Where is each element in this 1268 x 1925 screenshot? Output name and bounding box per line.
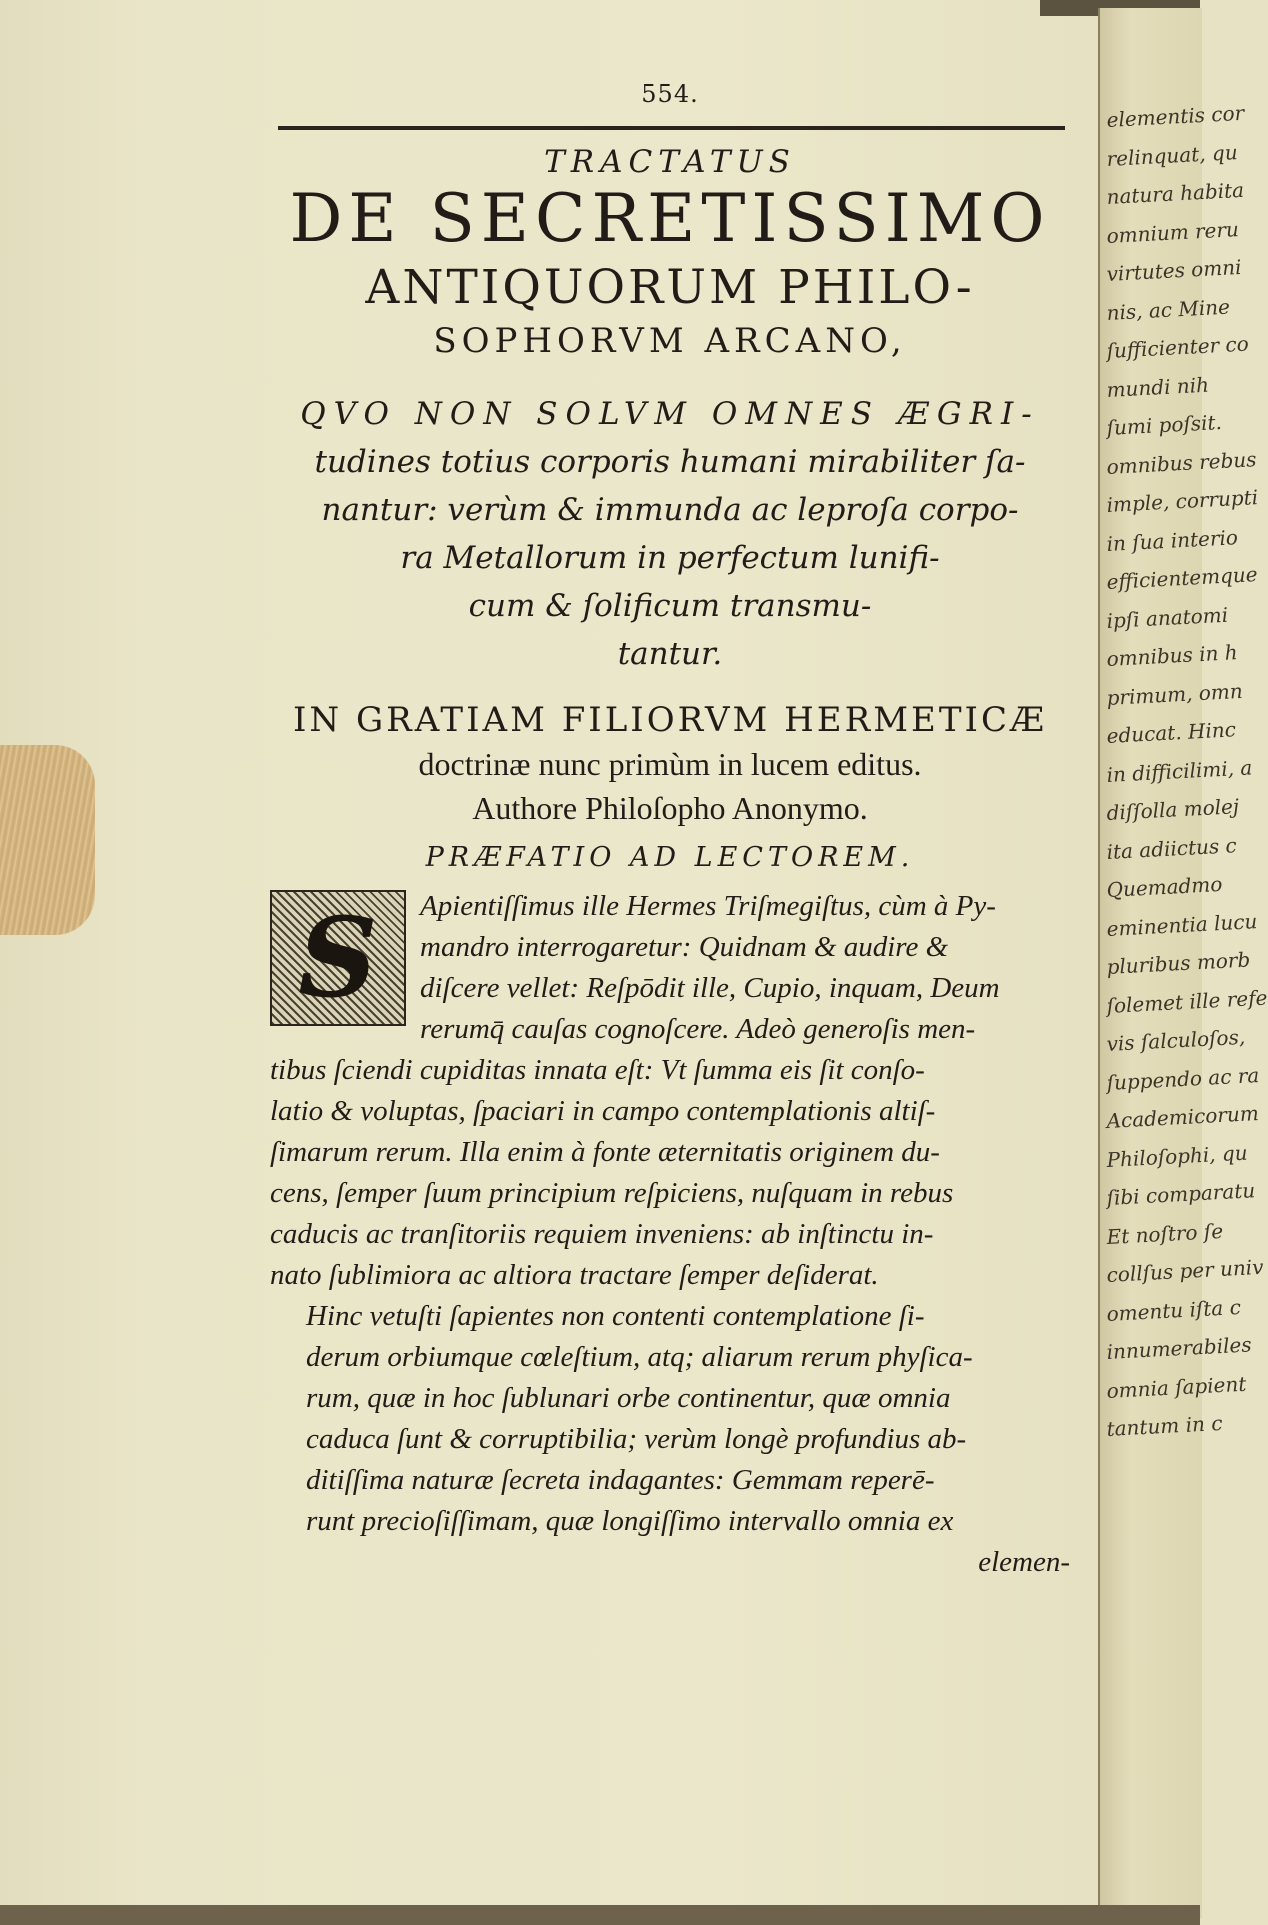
text-line: runt precioſiſſimam, quæ longiſſimo intervallo omnia ex (306, 1505, 954, 1537)
text-line: latio & voluptas, ſpaciari in campo contemplationis altiſ- (270, 1095, 936, 1127)
facing-page-line: eminentia lucu (1106, 908, 1258, 941)
text-line: cens, ſemper ſuum principium reſpiciens, nuſquam in rebus (270, 1177, 954, 1209)
title-tractatus: TRACTATUS (544, 144, 796, 180)
facing-page-line: vis ſalculoſos, (1106, 1024, 1246, 1056)
paragraph-2 (270, 1296, 1070, 1542)
book-page (270, 80, 1070, 1583)
catchword: elemen- (978, 1546, 1070, 1578)
facing-page-line: ſolemet ille refe (1106, 985, 1268, 1018)
text-line: Hinc vetuſti ſapientes non contenti contemplatione ſi- (306, 1300, 925, 1332)
facing-page-line: collſus per univ (1106, 1254, 1264, 1287)
dedication-line-2: doctrinæ nunc primùm in lucem editus. (418, 746, 922, 782)
facing-page-line: mundi nih (1106, 372, 1210, 402)
page-weight-object (0, 745, 95, 935)
facing-page-line: Quemadmo (1106, 871, 1223, 902)
text-line: derum orbiumque cœleſtium, atq; aliarum rerum phyſica- (306, 1341, 973, 1373)
text-line: mandro interrogaretur: Quidnam & audire & (420, 931, 949, 963)
text-line: caduca ſunt & corruptibilia; verùm longè profundius ab- (306, 1423, 967, 1455)
facing-page-line: innumerabiles (1106, 1332, 1253, 1364)
facing-page-line: ſufficienter co (1106, 331, 1250, 363)
title-line-1: DE SECRETISSIMO (289, 180, 1051, 257)
ornamental-drop-cap (270, 890, 406, 1026)
subtitle-line: ra Metallorum in perfectum lunifi- (400, 540, 940, 576)
subtitle-line: QVO NON SOLVM OMNES ÆGRI- (300, 396, 1040, 432)
facing-page (1098, 8, 1268, 1918)
drop-cap-letter: S (298, 893, 378, 1022)
subtitle-line: cum & ſolificum transmu- (468, 588, 872, 624)
facing-page-line: omnia ſapient (1106, 1371, 1247, 1403)
facing-page-line: nis, ac Mine (1106, 294, 1231, 325)
title-line-2: ANTIQUORUM PHILO- (365, 260, 975, 315)
facing-page-line: elementis cor (1106, 100, 1245, 132)
facing-page-line: virtutes omni (1106, 254, 1243, 286)
facing-page-line: natura habita (1106, 177, 1245, 209)
facing-page-line: primum, omn (1106, 678, 1244, 710)
facing-page-line: diſſolla molej (1106, 794, 1240, 825)
facing-page-line: ſibi comparatu (1106, 1178, 1256, 1210)
text-line: Apientiſſimus ille Hermes Triſmegiſtus, cùm à Py- (420, 890, 996, 922)
text-line: nato ſublimiora ac altiora tractare ſemper deſiderat. (270, 1259, 879, 1291)
facing-page-line: ſumi poſsit. (1106, 409, 1223, 440)
facing-page-line: educat. Hinc (1106, 717, 1237, 748)
title-line-3: SOPHORVM ARCANO, (433, 321, 907, 361)
subtitle-line: tantur. (617, 636, 723, 672)
facing-page-line: in difficilimi, a (1106, 754, 1253, 787)
text-line: tibus ſciendi cupiditas innata eſt: Vt ſumma eis ſit conſo- (270, 1054, 925, 1086)
facing-page-line: Et noſtro ſe (1106, 1218, 1224, 1249)
facing-page-line: omnium reru (1106, 216, 1240, 248)
facing-page-line: omentu iſta c (1106, 1294, 1242, 1326)
book-bottom-edge (0, 1905, 1200, 1925)
facing-page-line: in ſua interio (1106, 524, 1239, 556)
author-line: Authore Philoſopho Anonymo. (472, 790, 868, 826)
facing-page-line: ita adiictus c (1106, 832, 1238, 864)
facing-page-line: relinquat, qu (1106, 139, 1239, 171)
text-line: rum, quæ in hoc ſublunari orbe continentur, quæ omnia (306, 1382, 951, 1414)
subtitle-line: nantur: verùm & immunda ac leproſa corpo- (321, 492, 1019, 528)
preface-title: PRÆFATIO AD LECTOREM. (425, 842, 915, 873)
facing-page-line: Academicorum (1106, 1101, 1260, 1133)
page-number: 554. (641, 80, 699, 108)
subtitle (270, 390, 1070, 678)
header-rule (278, 126, 1065, 130)
dedication-line-1: IN GRATIAM FILIORVM HERMETICÆ (292, 700, 1048, 740)
facing-page-line: efficientemque (1106, 562, 1259, 594)
text-line: ditiſſima naturæ ſecreta indagantes: Gemmam reperē- (306, 1464, 935, 1496)
subtitle-line: tudines totius corporis humani mirabiliter ſa- (314, 444, 1026, 480)
facing-page-line: imple, corrupti (1106, 485, 1259, 517)
facing-page-line: omnibus rebus (1106, 446, 1257, 479)
facing-page-line: pluribus morb (1106, 947, 1251, 979)
facing-page-line: ipſi anatomi (1106, 602, 1229, 633)
text-line: diſcere vellet: Reſpōdit ille, Cupio, inquam, Deum (420, 972, 1000, 1004)
text-line: caducis ac tranſitoriis requiem inveniens: ab inſtinctu in- (270, 1218, 934, 1250)
preface-body (270, 886, 1070, 1583)
facing-page-line: omnibus in h (1106, 640, 1239, 671)
text-line: rerumq̄ cauſas cognoſcere. Adeò generoſis men- (420, 1013, 976, 1045)
text-line: ſimarum rerum. Illa enim à fonte æternitatis originem du- (270, 1136, 940, 1168)
facing-page-line: ſuppendo ac ra (1106, 1062, 1260, 1095)
facing-page-line: Philoſophi, qu (1106, 1140, 1249, 1172)
facing-page-line: tantum in c (1106, 1410, 1224, 1441)
